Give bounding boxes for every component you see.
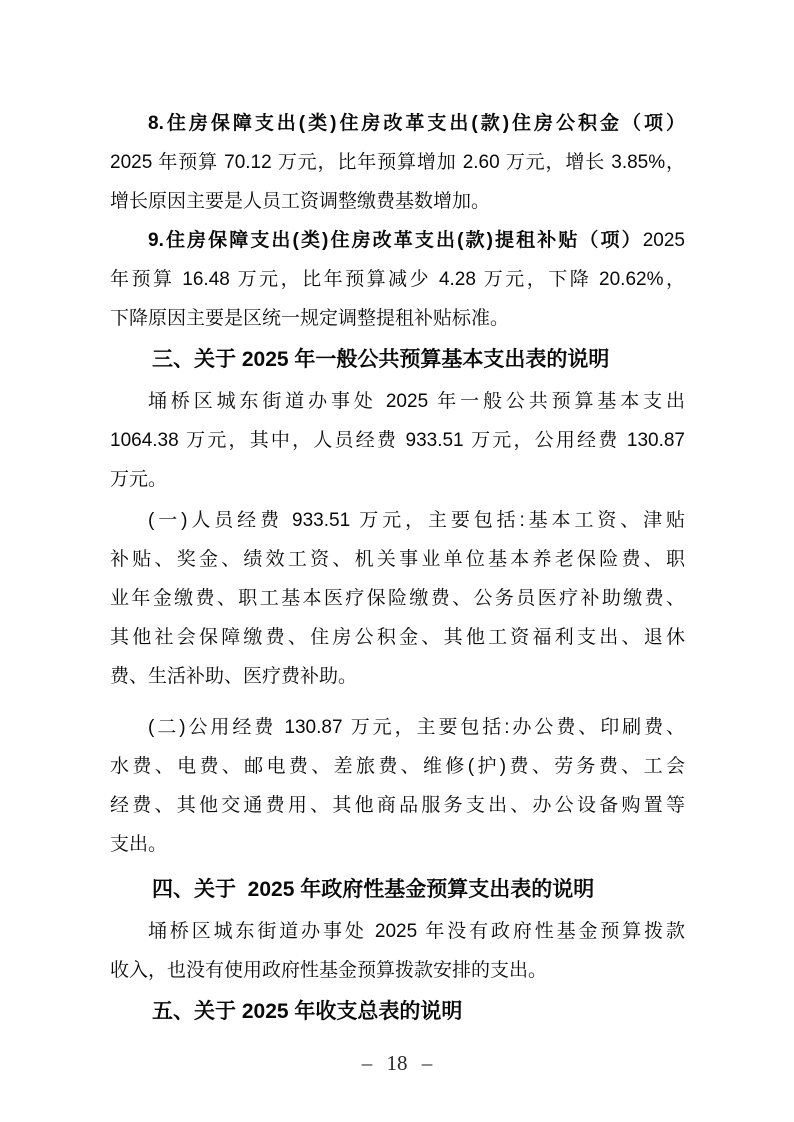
text-line: 经费、其他交通费用、其他商品服务支出、办公设备购置等 [110,795,685,816]
para-basic-expenditure-total [110,382,685,499]
para-personnel-funds [110,501,685,696]
inline-regular-text: 2025 [642,230,685,251]
inline-bold-heading: 8.住房保障支出(类)住房改革支出(款)住房公积金（项） [148,113,685,134]
text-line: 2025 年预算 70.12 万元，比年预算增加 2.60 万元，增长 3.85%， [110,152,685,173]
text-line: (一)人员经费 933.51 万元，主要包括:基本工资、津贴 [148,510,685,531]
text-line: 年预算 16.48 万元，比年预算减少 4.28 万元，下降 20.62%， [110,269,685,290]
heading-section-3 [110,338,685,382]
text-line: 支出。 [110,834,168,855]
text-line [110,221,685,260]
section-heading-text: 五、关于 2025 年收支总表的说明 [152,1000,463,1023]
text-line: 其他社会保障缴费、住房公积金、其他工资福利支出、退休 [110,627,685,648]
para-8-housing-provident-fund [110,104,685,221]
text-line: (二)公用经费 130.87 万元，主要包括:办公费、印刷费、 [148,717,685,738]
para-gov-fund-budget [110,912,685,990]
text-line: 增长原因主要是人员工资调整缴费基数增加。 [110,191,491,212]
page-footer [0,1051,794,1076]
text-line: 埇桥区城东街道办事处 2025 年一般公共预算基本支出 [148,391,685,412]
text-line: 费、生活补助、医疗费补助。 [110,666,358,687]
section-heading-text: 三、关于 2025 年一般公共预算基本支出表的说明 [152,348,610,371]
heading-section-5 [110,990,685,1034]
text-line [110,104,685,143]
text-line: 万元。 [110,469,168,490]
text-line: 埇桥区城东街道办事处 2025 年没有政府性基金预算拨款 [148,921,685,942]
document-content [110,104,685,1034]
text-line: 收入，也没有使用政府性基金预算拨款安排的支出。 [110,960,548,981]
text-line: 下降原因主要是区统一规定调整提租补贴标准。 [110,308,510,329]
text-line: 补贴、奖金、绩效工资、机关事业单位基本养老保险费、职 [110,549,685,570]
inline-bold-heading: 9.住房保障支出(类)住房改革支出(款)提租补贴（项） [148,230,643,251]
text-line: 1064.38 万元，其中，人员经费 933.51 万元，公用经费 130.87 [110,430,685,451]
para-9-rent-subsidy [110,221,685,338]
para-public-funds [110,708,685,864]
text-line: 水费、电费、邮电费、差旅费、维修(护)费、劳务费、工会 [110,756,685,777]
heading-section-4 [110,868,685,912]
section-heading-text: 四、关于 2025 年政府性基金预算支出表的说明 [152,878,595,901]
page-number: – 18 – [361,1051,433,1075]
text-line: 业年金缴费、职工基本医疗保险缴费、公务员医疗补助缴费、 [110,588,685,609]
